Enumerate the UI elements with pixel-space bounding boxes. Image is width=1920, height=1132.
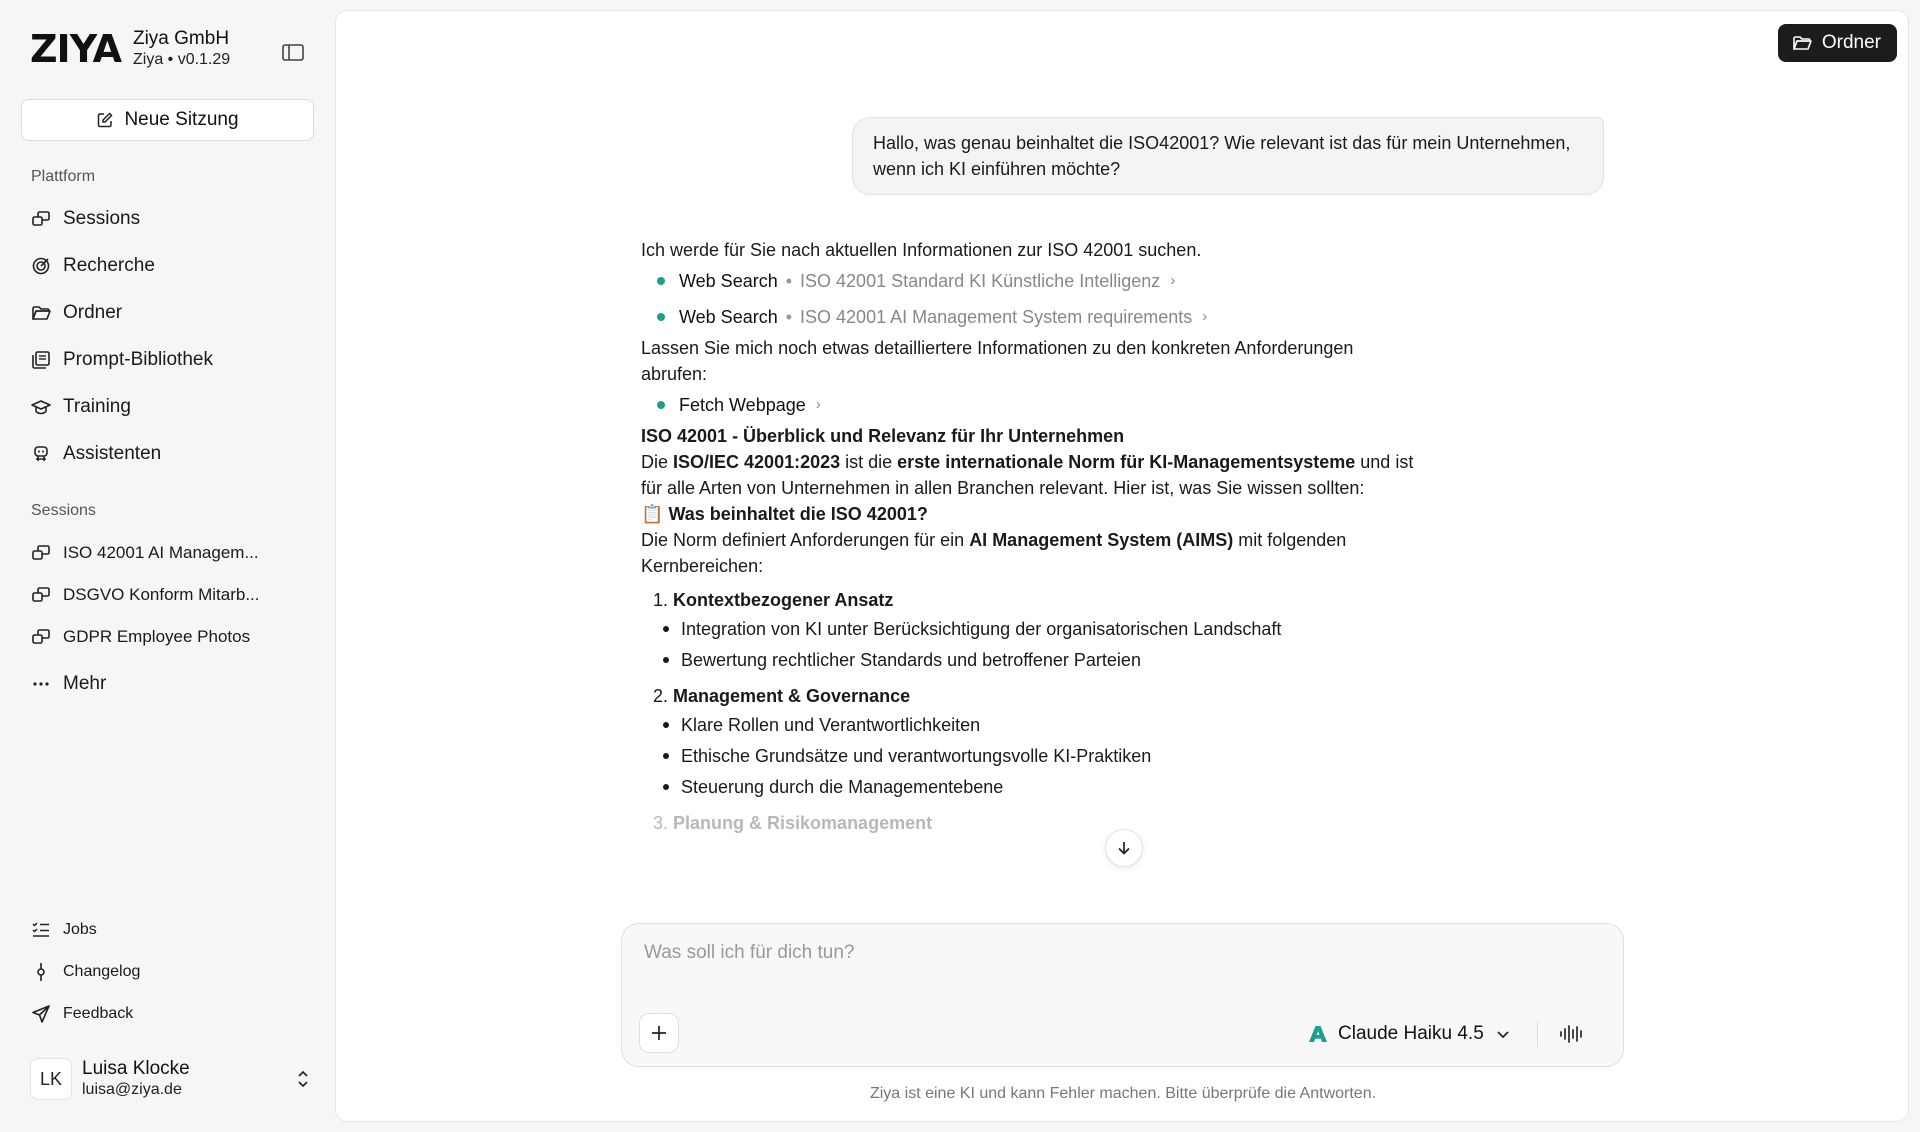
more-dots-icon — [31, 674, 51, 694]
sessions-icon — [31, 627, 51, 647]
plus-icon — [650, 1024, 668, 1042]
assistant-followup: Lassen Sie mich noch etwas detailliertere Informationen zu den konkreten Anforderungen abrufen: — [641, 338, 1354, 384]
sidebar-toggle-icon[interactable] — [281, 43, 305, 63]
nav-item-label: Assistenten — [63, 443, 162, 464]
avatar: LK — [30, 1058, 72, 1100]
subheading: 📋 Was beinhaltet die ISO 42001? — [641, 504, 928, 524]
list-item: Ethische Grundsätze und verantwortungsvolle KI-Praktiken — [663, 740, 1421, 771]
ordner-button[interactable] — [1778, 24, 1897, 62]
main-panel — [335, 10, 1909, 1122]
session-item-label: ISO 42001 AI Managem... — [63, 543, 259, 562]
nav-item-ordner[interactable] — [31, 298, 122, 328]
prompt-input[interactable] — [644, 942, 1594, 982]
status-dot — [657, 401, 665, 409]
separator-dot: • — [785, 307, 793, 327]
numbered-item: 3. Planung & Risikomanagement — [653, 813, 933, 833]
model-logo-icon — [1308, 1024, 1328, 1044]
user-email: luisa@ziya.de — [82, 1081, 182, 1098]
session-item[interactable] — [31, 581, 260, 609]
response-heading: ISO 42001 - Überblick und Relevanz für Ihr Unternehmen — [641, 426, 1125, 446]
sessions-icon — [31, 585, 51, 605]
sessions-icon — [31, 543, 51, 563]
clipboard-emoji: 📋 — [641, 504, 664, 524]
nav-item-training[interactable] — [31, 392, 131, 422]
git-commit-icon — [31, 962, 51, 982]
list-checks-icon — [31, 920, 51, 940]
platform-section-label: Plattform — [31, 168, 96, 185]
nav-item-recherche[interactable] — [31, 251, 155, 281]
ziya-logo: ZIYA — [30, 27, 121, 71]
nav-item-jobs[interactable] — [31, 917, 97, 943]
model-name: Claude Haiku 4.5 — [1338, 1023, 1484, 1044]
more-label: Mehr — [63, 673, 107, 694]
user-message: Hallo, was genau beinhaltet die ISO42001? Wie relevant ist das für mein Unternehmen, wenn ich KI einführen möchte? — [852, 117, 1604, 195]
para-norm: Die Norm definiert Anforderungen für ein AI Management System (AIMS) mit folgenden Kernbereichen: — [641, 530, 1347, 576]
session-item-label: GDPR Employee Photos — [63, 627, 251, 646]
arrow-down-icon — [1116, 840, 1132, 856]
user-name: Luisa Klocke — [82, 1058, 190, 1079]
nav-item-label: Prompt-Bibliothek — [63, 349, 213, 370]
nav-item-label: Recherche — [63, 255, 155, 276]
list-item: Integration von KI unter Berücksichtigung der organisatorischen Landschaft — [663, 613, 1421, 644]
sessions-icon — [31, 209, 51, 229]
list-item: Steuerung durch die Managementebene — [663, 771, 1421, 802]
sidebar — [0, 0, 335, 1132]
status-dot — [657, 313, 665, 321]
edit-icon — [96, 111, 114, 129]
target-icon — [31, 256, 51, 276]
graduation-cap-icon — [31, 397, 51, 417]
new-session-button[interactable] — [21, 99, 314, 141]
status-dot — [657, 277, 665, 285]
separator-dot: • — [785, 271, 793, 291]
audio-waveform-icon — [1559, 1024, 1585, 1044]
tool-name: Fetch Webpage — [679, 395, 806, 415]
app-version: Ziya • v0.1.29 — [132, 51, 231, 68]
session-item[interactable] — [31, 539, 259, 567]
ai-disclaimer: Ziya ist eine KI und kann Fehler machen. Bitte überprüfe die Antworten. — [869, 1085, 1377, 1102]
send-icon — [31, 1004, 51, 1024]
brand-text — [133, 28, 230, 70]
nav-item-label: Sessions — [63, 208, 141, 229]
chevron-right-icon: › — [1170, 272, 1176, 289]
folder-icon — [1792, 34, 1812, 52]
nav-item-prompt-bibliothek[interactable] — [31, 345, 213, 375]
list-item: Klare Rollen und Verantwortlichkeiten — [663, 709, 1421, 740]
divider — [1537, 1021, 1538, 1047]
voice-input-button[interactable] — [1557, 1021, 1587, 1047]
bullet-list — [641, 709, 1421, 802]
numbered-item: 2. Management & Governance — [653, 686, 911, 706]
session-item-label: DSGVO Konform Mitarb... — [63, 585, 260, 604]
tool-query: ISO 42001 Standard KI Künstliche Intelligenz — [800, 271, 1161, 291]
nav-item-changelog[interactable] — [31, 959, 140, 985]
org-name: Ziya GmbH — [132, 28, 230, 49]
chevron-right-icon: › — [1202, 308, 1208, 325]
assistant-intro: Ich werde für Sie nach aktuellen Informationen zur ISO 42001 suchen. — [641, 240, 1202, 260]
tool-call[interactable] — [641, 299, 1421, 335]
model-selector[interactable] — [1308, 1020, 1510, 1048]
ordner-button-label: Ordner — [1821, 32, 1881, 53]
tool-name: Web Search — [679, 307, 778, 327]
attach-button[interactable] — [639, 1013, 679, 1053]
nav-item-assistenten[interactable] — [31, 439, 161, 469]
numbered-item: 1. Kontextbezogener Ansatz — [653, 590, 894, 610]
tool-call[interactable] — [641, 263, 1421, 299]
nav-item-sessions[interactable] — [31, 204, 140, 234]
session-item[interactable] — [31, 623, 250, 651]
bottom-item-label: Feedback — [63, 1005, 134, 1022]
brand[interactable] — [30, 28, 230, 70]
user-menu[interactable] — [30, 1056, 310, 1102]
scroll-to-bottom-button[interactable] — [1105, 829, 1143, 867]
chevron-right-icon: › — [815, 396, 821, 413]
more-sessions-button[interactable] — [31, 669, 106, 699]
bottom-item-label: Changelog — [63, 963, 141, 980]
folder-icon — [31, 303, 51, 323]
library-icon — [31, 350, 51, 370]
bottom-item-label: Jobs — [63, 921, 97, 938]
sessions-section-label: Sessions — [31, 502, 96, 519]
new-session-label: Neue Sitzung — [124, 109, 239, 130]
scroll-fade — [336, 891, 1908, 921]
user-info — [82, 1058, 190, 1100]
bot-icon — [31, 444, 51, 464]
assistant-message — [641, 237, 1421, 836]
composer — [621, 923, 1624, 1067]
tool-name: Web Search — [679, 271, 778, 291]
chevron-down-icon — [1496, 1027, 1510, 1041]
bullet-list — [641, 613, 1421, 675]
chevrons-up-down-icon — [296, 1068, 310, 1095]
para-intro: Die ISO/IEC 42001:2023 ist die erste internationale Norm für KI-Managementsysteme und ist für alle Arten von Unternehmen in allen Branchen relevant. Hier ist, was Sie wissen sollten: — [641, 452, 1414, 498]
list-item: Bewertung rechtlicher Standards und betroffener Parteien — [663, 644, 1421, 675]
nav-item-feedback[interactable] — [31, 1001, 133, 1027]
tool-call[interactable] — [641, 387, 1421, 423]
nav-item-label: Training — [63, 396, 131, 417]
nav-item-label: Ordner — [63, 302, 123, 323]
tool-query: ISO 42001 AI Management System requirements — [800, 307, 1193, 327]
